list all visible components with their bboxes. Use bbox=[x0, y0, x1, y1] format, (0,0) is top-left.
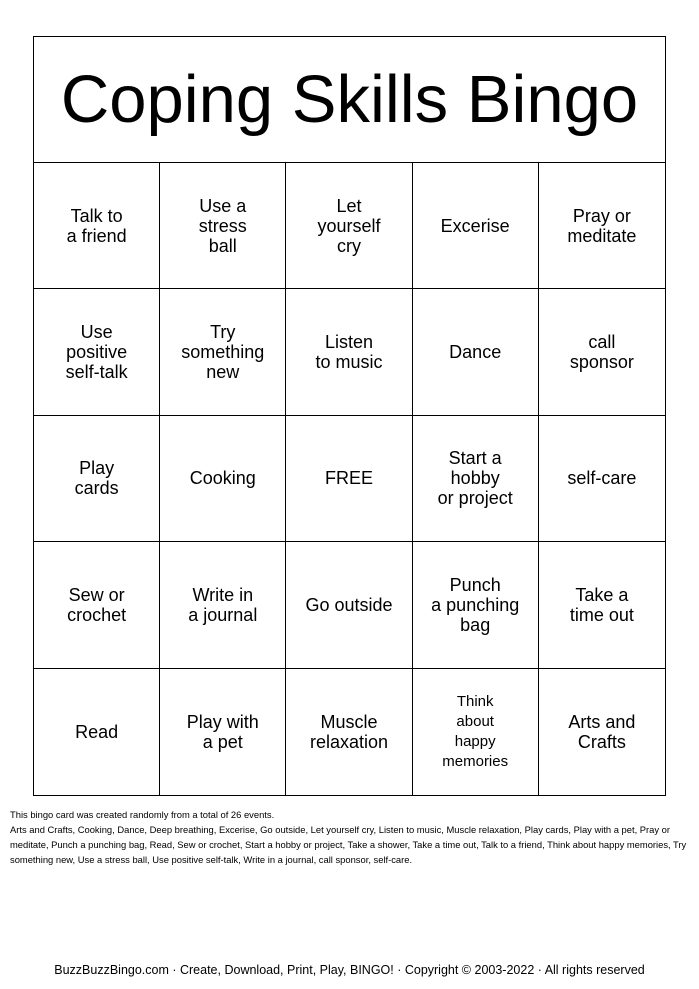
bingo-grid bbox=[34, 163, 665, 795]
bingo-cell: self-care bbox=[539, 416, 665, 542]
bingo-cell: Punch a punching bag bbox=[413, 542, 539, 668]
bingo-cell: call sponsor bbox=[539, 289, 665, 415]
card-notes bbox=[10, 807, 690, 867]
bingo-cell: Think about happy memories bbox=[413, 669, 539, 795]
bingo-card bbox=[33, 36, 666, 796]
bingo-cell: Take a time out bbox=[539, 542, 665, 668]
bingo-cell: Arts and Crafts bbox=[568, 711, 636, 752]
bingo-cell: Play with a pet bbox=[160, 669, 286, 795]
card-title: Coping Skills Bingo bbox=[34, 37, 665, 163]
bingo-cell: Dance bbox=[413, 289, 539, 415]
bingo-cell: Play cards bbox=[34, 416, 160, 542]
bingo-cell: Muscle relaxation bbox=[286, 669, 412, 795]
bingo-cell: Listen to music bbox=[286, 289, 412, 415]
bingo-cell: Use a stress ball bbox=[160, 163, 286, 289]
notes-summary: This bingo card was created randomly from a total of 26 events. bbox=[10, 809, 275, 820]
bingo-cell: Excerise bbox=[413, 163, 539, 289]
bingo-cell: Read bbox=[34, 669, 160, 795]
free-space-cell: FREE bbox=[286, 416, 412, 542]
bingo-cell: Start a hobby or project bbox=[413, 416, 539, 542]
bingo-cell: Write in a journal bbox=[160, 542, 286, 668]
page-footer: BuzzBuzzBingo.com · Create, Download, Print, Play, BINGO! · Copyright © 2003-2022 · All rights reserved bbox=[54, 963, 645, 977]
bingo-cell: Use positive self-talk bbox=[34, 289, 160, 415]
bingo-cell: Try something new bbox=[160, 289, 286, 415]
bingo-cell: Go outside bbox=[286, 542, 412, 668]
bingo-cell: Let yourself cry bbox=[286, 163, 412, 289]
bingo-cell: Cooking bbox=[160, 416, 286, 542]
notes-event-list: Arts and Crafts, Cooking, Dance, Deep breathing, Excerise, Go outside, Let yourself cry, Listen to music, Muscle relaxation, Play cards, Play with a pet, Pray or meditate, Punch a punching bag, Read, Sew or crochet, Start a hobby or project, Take a shower, Take a time out, Talk to a friend, Think about happy memories, Try something new, Use a stress ball, Use positive self-talk, Write in a journal, call sponsor, self-care. bbox=[10, 824, 687, 865]
bingo-cell: Pray or meditate bbox=[539, 163, 665, 289]
bingo-cell: Talk to a friend bbox=[34, 163, 160, 289]
bingo-cell: Sew or crochet bbox=[34, 542, 160, 668]
